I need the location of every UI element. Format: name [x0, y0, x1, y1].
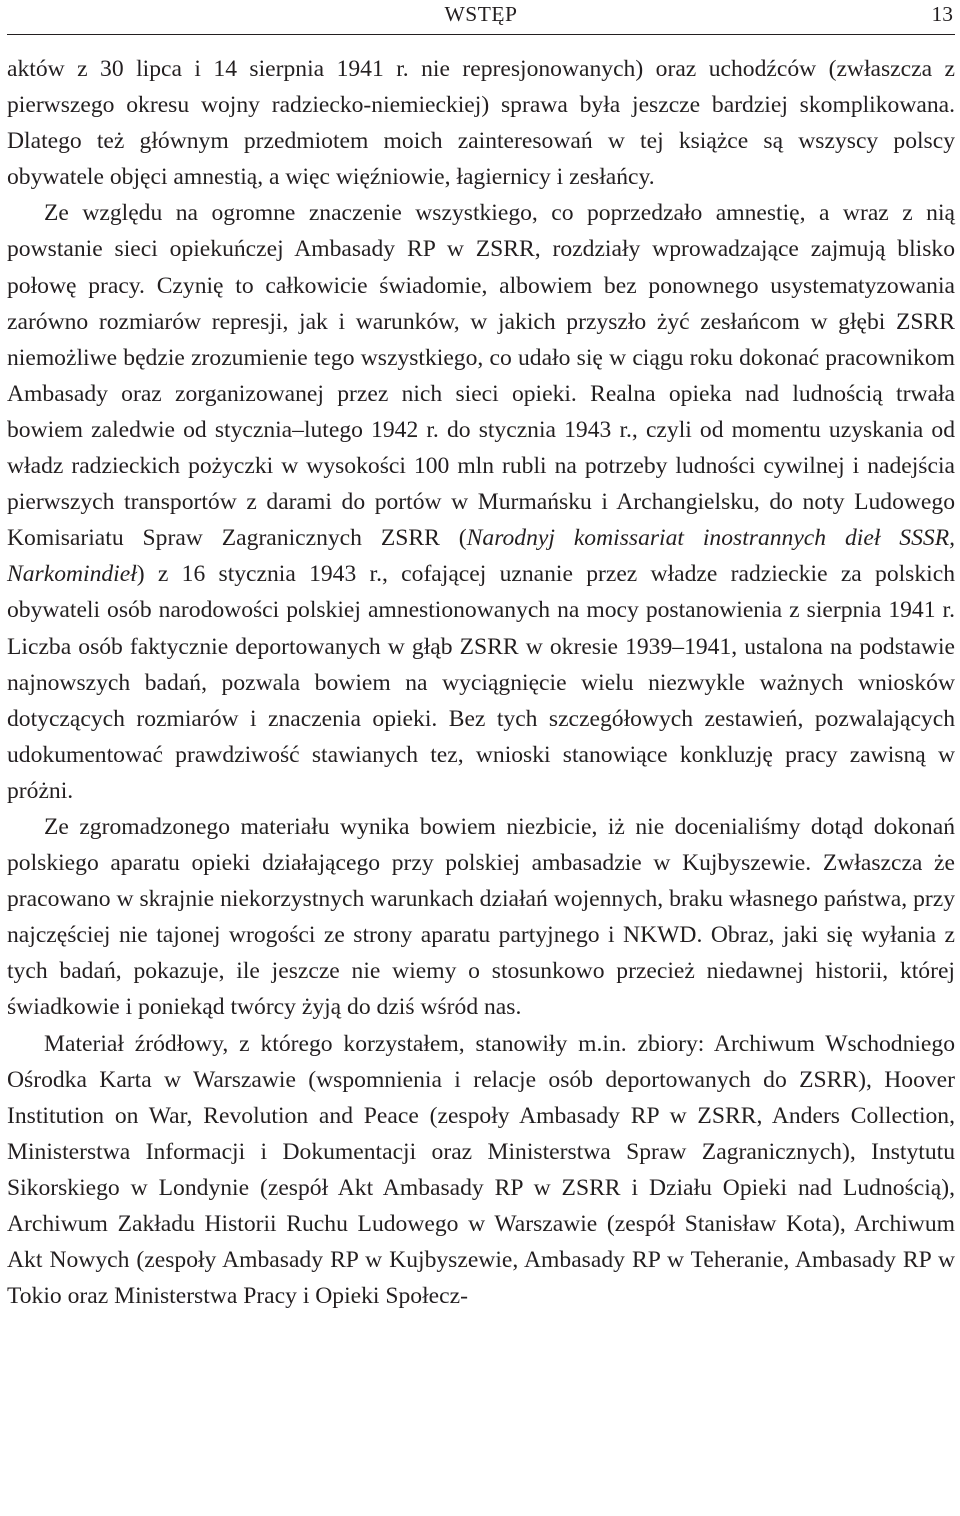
running-header	[7, 0, 955, 35]
paragraph-text: Ze względu na ogromne znaczenie wszystkiego, co poprzedzało amnestię, a wraz z nią powstanie sieci opiekuńczej Ambasady RP w ZSRR, rozdziały wprowadzające zajmują blisko połowę pracy. Czynię to całkowicie świadomie, albowiem bez ponownego usystematyzowania zarówno rozmiarów represji, jak i warunków, w jakich przyszło żyć zesłańcom w głębi ZSRR niemożliwe będzie zrozumienie tego wszystkiego, co udało się w ciągu roku dokonać pracownikom Ambasady oraz zorganizowanej przez nich sieci opieki. Realna opieka nad ludnością trwała bowiem zaledwie od stycznia–lutego 1942 r. do stycznia 1943 r., czyli od momentu uzyskania od władz radzieckich pożyczki w wysokości 100 mln rubli na potrzeby ludności cywilnej i nadejścia pierwszych transportów z darami do portów w Murmańsku i Archangielsku, do noty Ludowego Komisariatu Spraw Zagranicznych ZSRR (	[7, 200, 955, 552]
paragraph-amnesty-context	[7, 195, 955, 809]
paragraph-sources	[7, 1026, 955, 1315]
paragraph-continuation	[7, 51, 955, 195]
paragraph-text: Ze zgromadzonego materiału wynika bowiem niezbicie, iż nie docenialiśmy dotąd dokonań polskiego aparatu opieki działającego przy polskiej ambasadzie w Kujbyszewie. Zwłaszcza że pracowano w skrajnie niekorzystnych warunkach działań wojennych, braku własnego państwa, przy najczęściej nie tajonej wrogości ze strony aparatu partyjnego i NKWD. Obraz, jaki się wyłania z tych badań, pokazuje, ile jeszcze nie wiemy o stosunkowo przecież niedawnej historii, której świadkowie i poniekąd twórcy żyją do dziś wśród nas.	[7, 813, 955, 1021]
body-text	[7, 51, 955, 1314]
paragraph-text: aktów z 30 lipca i 14 sierpnia 1941 r. nie represjonowanych) oraz uchodźców (zwłaszcza z pierwszego okresu wojny radziecko-niemieckiej) sprawa była jeszcze bardziej skomplikowana. Dlatego też głównym przedmiotem moich zainteresowań w tej książce są wszyscy polscy obywatele objęci amnestią, a więc więźniowie, łagiernicy i zesłańcy.	[7, 56, 955, 191]
paragraph-conclusions	[7, 809, 955, 1026]
page-number: 13	[931, 2, 953, 26]
paragraph-text: ) z 16 stycznia 1943 r., cofającej uznanie przez władze radzieckie za polskich obywateli osób narodowości polskiej amnestionowanych na mocy postanowienia z sierpnia 1941 r. Liczba osób faktycznie deportowanych w głąb ZSRR w okresie 1939–1941, ustalona na podstawie najnowszych badań, pozwala bowiem na wyciągnięcie wielu niezwykle ważnych wniosków dotyczących rozmiarów i znaczenia opieki. Bez tych szczegółowych zestawień, pozwalających udokumentować prawdziwość stawianych tez, wnioski stanowiące konkluzję pracy zawisną w próżni.	[7, 561, 955, 804]
book-page	[7, 0, 955, 1314]
running-title: WSTĘP	[444, 2, 518, 26]
italic-russian-term: Narodnyj komissariat inostrannych dieł SSSR, Narkomindieł	[7, 525, 956, 588]
paragraph-text: Materiał źródłowy, z którego korzystałem, stanowiły m.in. zbiory: Archiwum Wschodniego Ośrodka Karta w Warszawie (wspomnienia i relacje osób deportowanych do ZSRR), Hoover Institution on War, Revolution and Peace (zespoły Ambasady RP w ZSRR, Anders Collection, Ministerstwa Informacji i Dokumentacji oraz Ministerstwa Spraw Zagranicznych), Instytutu Sikorskiego w Londynie (zespół Akt Ambasady RP w ZSRR i Działu Opieki nad Ludnością), Archiwum Zakładu Historii Ruchu Ludowego w Warszawie (zespół Stanisław Kota), Archiwum Akt Nowych (zespoły Ambasady RP w Kujbyszewie, Ambasady RP w Teheranie, Ambasady RP w Tokio oraz Ministerstwa Pracy i Opieki Społecz-	[7, 1030, 955, 1310]
